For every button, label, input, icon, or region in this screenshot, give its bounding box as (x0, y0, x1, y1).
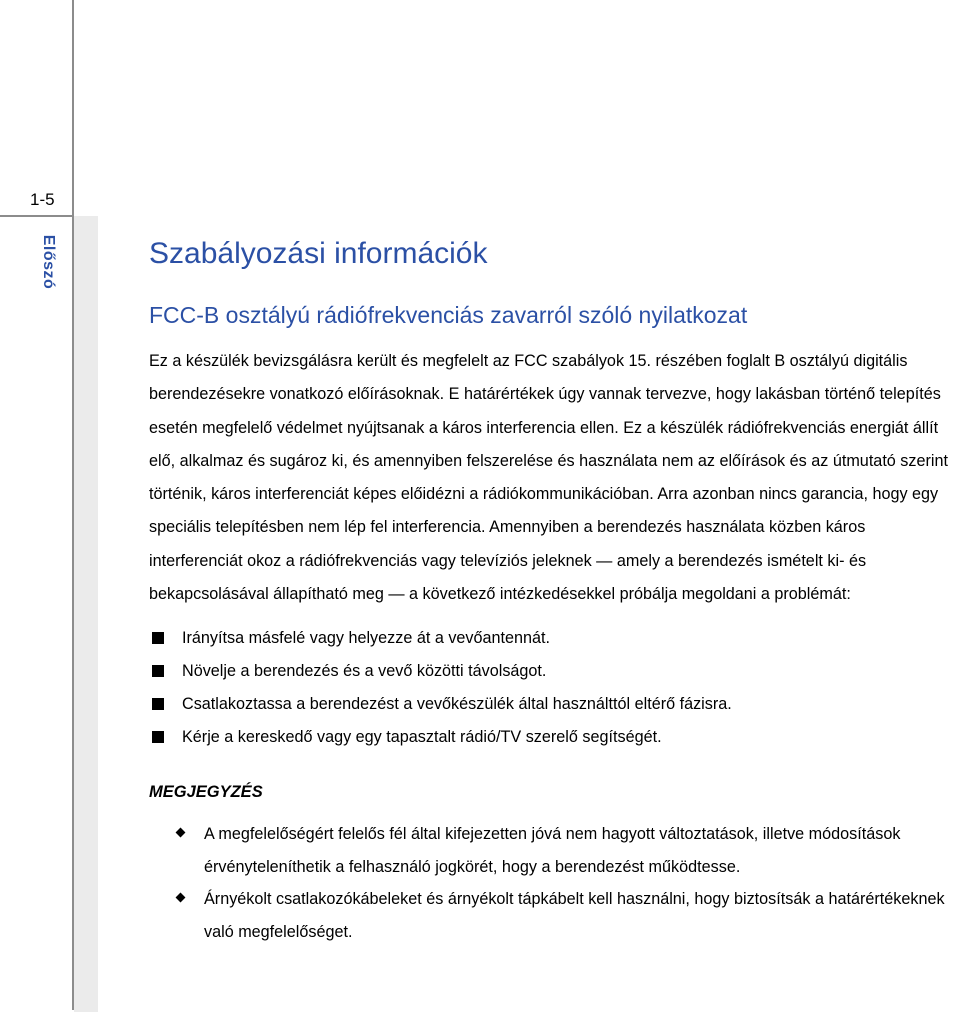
list-item-text: Árnyékolt csatlakozókábeleket és árnyékolt tápkábelt kell használni, hogy biztosítsák a határértékeknek való megfelelőséget. (204, 890, 945, 941)
list-item (149, 688, 949, 721)
list-item (149, 883, 949, 948)
page-title: Szabályozási információk (149, 237, 488, 270)
square-bullet-icon (152, 665, 164, 677)
square-bullet-icon (152, 731, 164, 743)
body-paragraph: Ez a készülék bevizsgálásra került és megfelelt az FCC szabályok 15. részében foglalt B osztályú digitális berendezésekre vonatkozó előírásoknak. E határértékek úgy vannak tervezve, hogy lakásban történő telepítés esetén megfelelő védelmet nyújtsanak a káros interferencia ellen. Ez a készülék rádiófrekvenciás energiát állít elő, alkalmaz és sugároz ki, és amennyiben felszerelése és használata nem az előírások és az útmutató szerint történik, káros interferenciát képes előidézni a rádiókommunikációban. Arra azonban nincs garancia, hogy egy speciális telepítésben nem lép fel interferencia. Amennyiben a berendezés használata közben káros interferenciát okoz a rádiófrekvenciás vagy televíziós jeleknek — amely a berendezés ismételt ki- és bekapcsolásával állapítható meg — a következő intézkedésekkel próbálja megoldani a problémát: (149, 352, 948, 604)
diamond-bullet-icon (176, 893, 186, 903)
list-item (149, 721, 949, 754)
measures-list (149, 622, 949, 754)
square-bullet-icon (152, 698, 164, 710)
page-number: 1-5 (30, 190, 55, 209)
main-content (149, 232, 949, 948)
square-bullet-icon (152, 632, 164, 644)
notes-list (149, 818, 949, 948)
chapter-label: Előszó (40, 234, 57, 290)
list-item-text: Irányítsa másfelé vagy helyezze át a vevőantennát. (182, 629, 551, 648)
list-item (149, 655, 949, 688)
diamond-bullet-icon (176, 828, 186, 838)
list-item-text: A megfelelőségért felelős fél által kifejezetten jóvá nem hagyott változtatások, illetve módosítások érvényteleníthetik a felhasználó jogkörét, hogy a berendezést működtesse. (204, 825, 901, 876)
list-item-text: Csatlakoztassa a berendezést a vevőkészülék által használttól eltérő fázisra. (182, 695, 732, 714)
note-heading: MEGJEGYZÉS (149, 783, 263, 802)
section-subtitle: FCC-B osztályú rádiófrekvenciás zavarról szóló nyilatkozat (149, 302, 748, 328)
page-number-rule (0, 215, 74, 217)
list-item (149, 818, 949, 883)
list-item-text: Kérje a kereskedő vagy egy tapasztalt rádió/TV szerelő segítségét. (182, 728, 662, 747)
list-item-text: Növelje a berendezés és a vevő közötti távolságot. (182, 662, 547, 681)
sidebar-shade (74, 216, 98, 1012)
list-item (149, 622, 949, 655)
